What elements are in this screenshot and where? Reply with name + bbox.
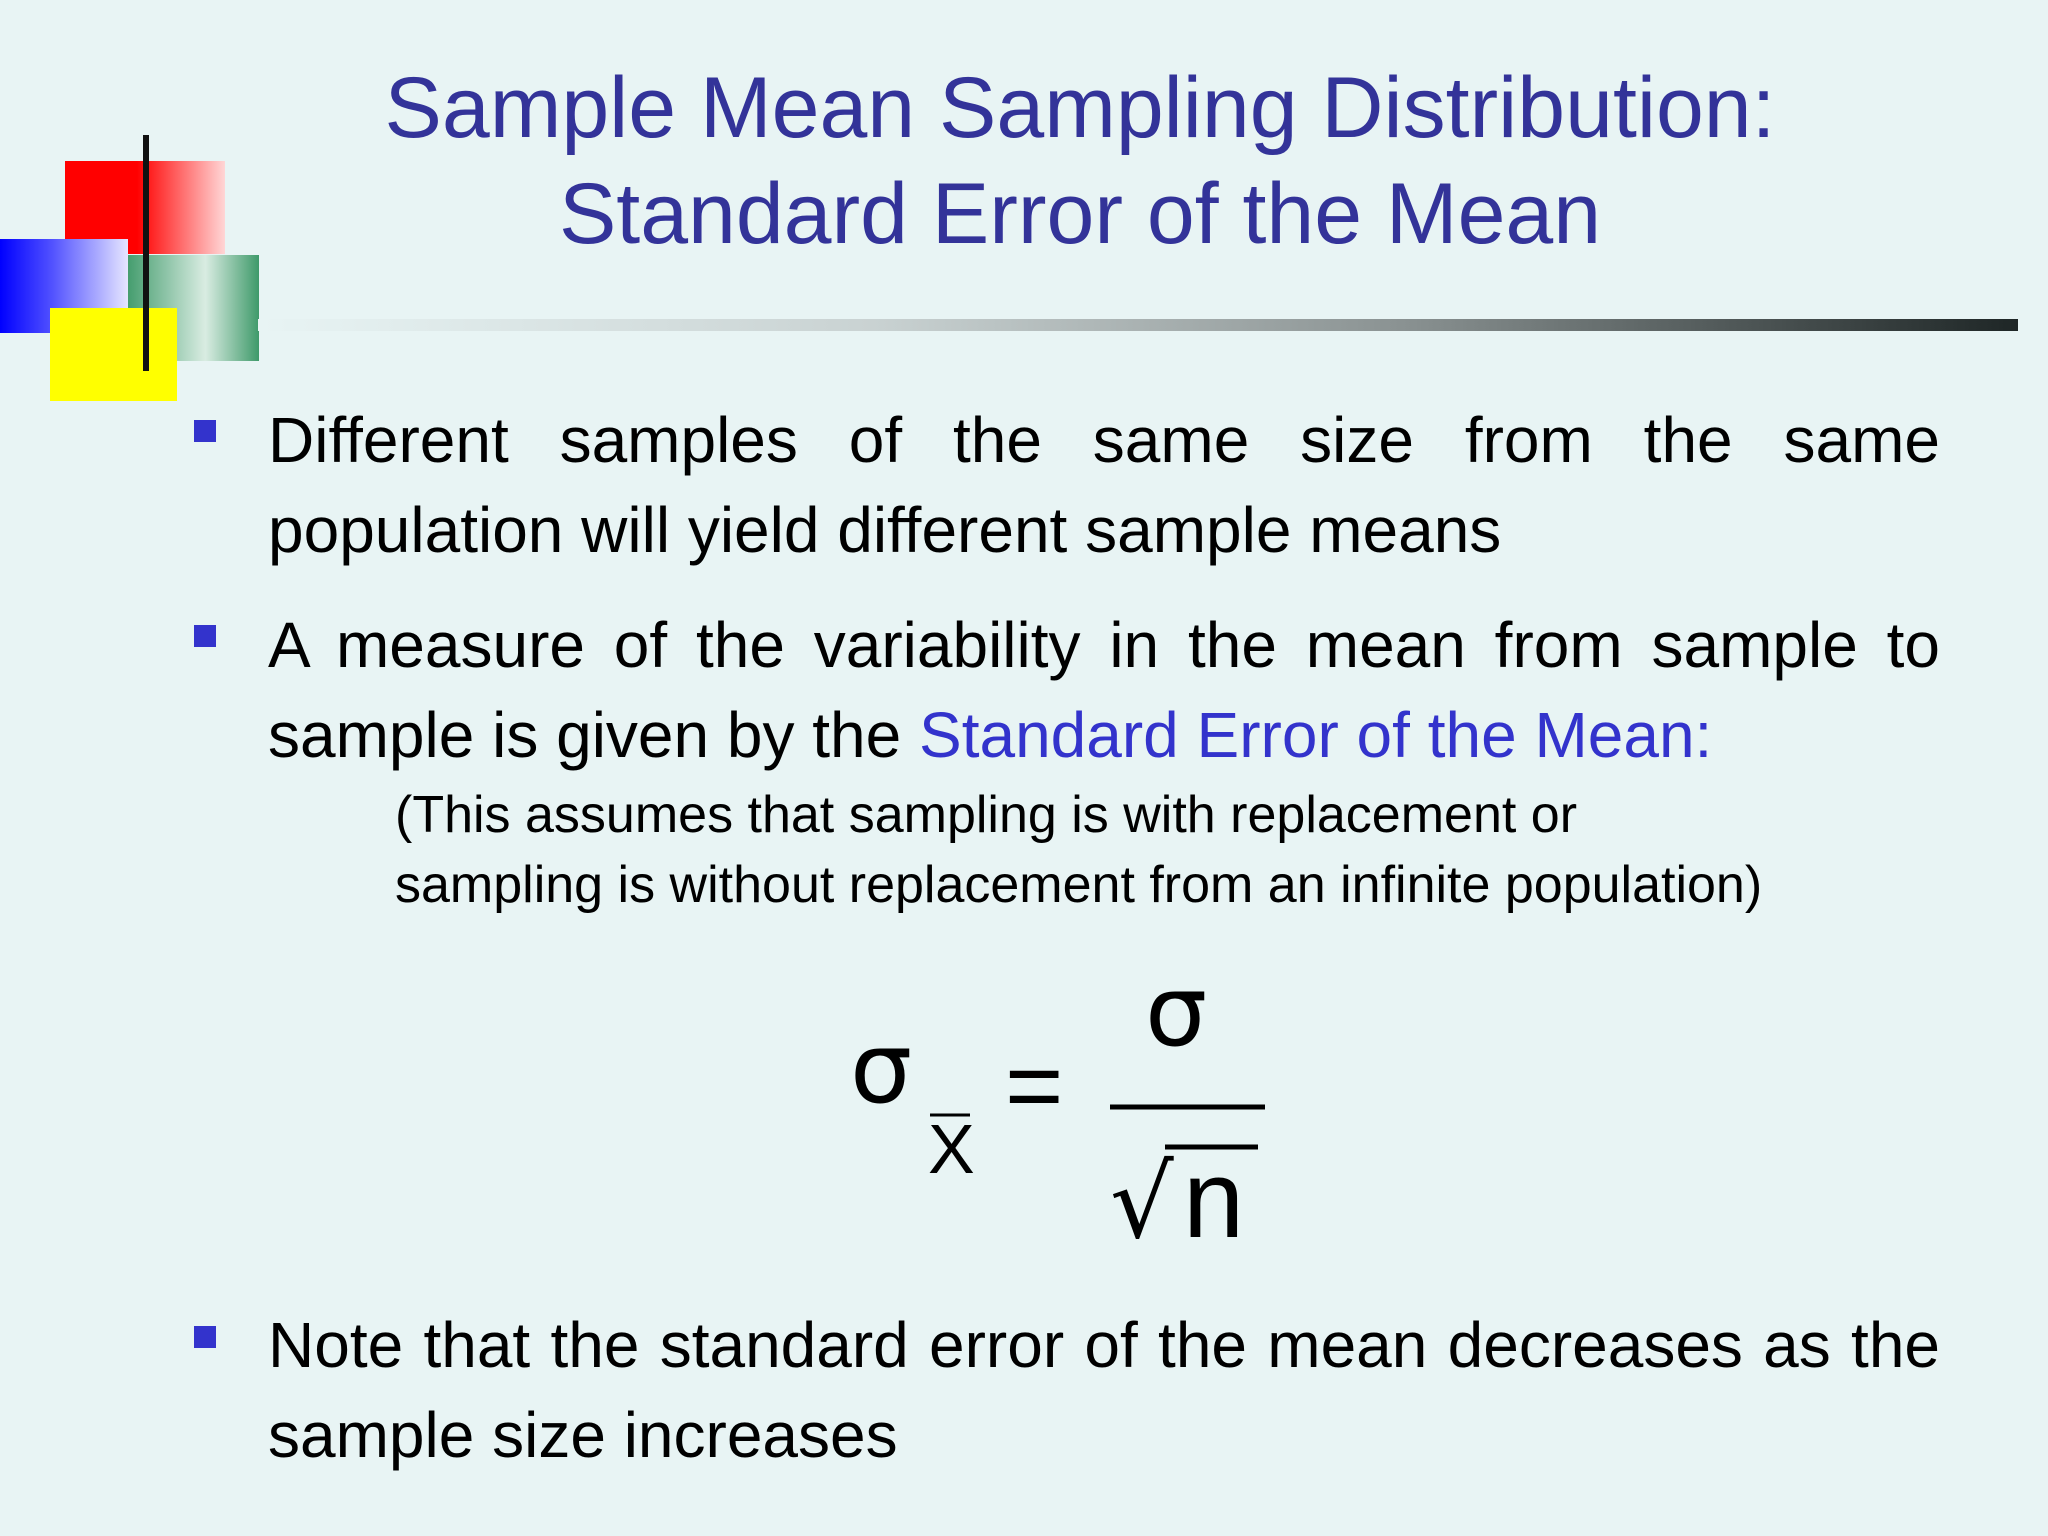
slide-title xyxy=(280,55,1880,267)
note-line-2: sampling is without replacement from an infinite population) xyxy=(395,856,1763,914)
note-line-1: (This assumes that sampling is with replacement or xyxy=(395,786,1578,844)
title-line-1: Sample Mean Sampling Distribution: xyxy=(384,60,1776,156)
bullet-marker xyxy=(194,625,216,647)
bullet-2-main: A measure of the variability in the mean from sample to sample is given by the xyxy=(268,609,1940,771)
bullet-marker xyxy=(194,420,216,442)
lhs-sigma: σ xyxy=(850,1012,913,1126)
radical-sign: √ xyxy=(1110,1144,1174,1261)
bullet-2-text xyxy=(268,600,1940,780)
bullet-1-text: Different samples of the same size from the same population will yield different sample means xyxy=(268,404,1940,566)
title-line-2: Standard Error of the Mean xyxy=(558,166,1602,262)
standard-error-formula xyxy=(840,975,1300,1265)
bullet-marker xyxy=(194,1326,216,1348)
bullet-3-text: Note that the standard error of the mean decreases as the sample size increases xyxy=(268,1309,1940,1471)
decorative-yellow-block xyxy=(50,308,177,401)
radicand-n: n xyxy=(1183,1138,1245,1261)
title-divider xyxy=(258,319,2018,331)
numerator-sigma: σ xyxy=(1145,975,1208,1069)
decorative-vertical-line xyxy=(143,135,149,371)
equals-sign: = xyxy=(1005,1030,1064,1142)
standard-error-highlight: Standard Error of the Mean: xyxy=(919,699,1713,771)
assumption-note xyxy=(395,780,1955,920)
subscript-x: X xyxy=(928,1110,975,1188)
